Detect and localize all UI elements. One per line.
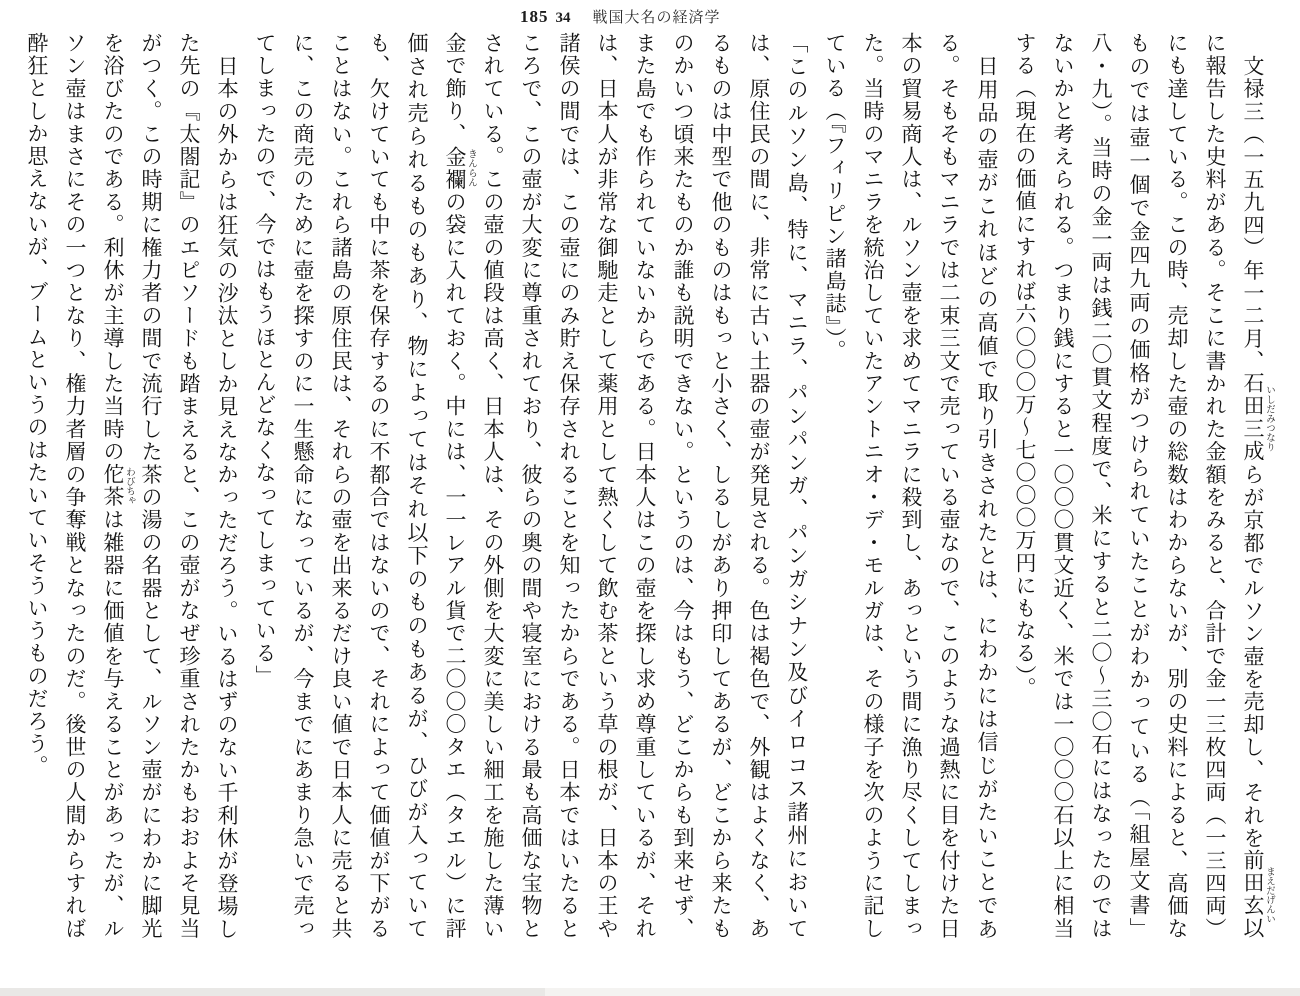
body-text <box>18 32 1274 940</box>
section-number: 34 <box>555 10 571 26</box>
ruby-annotated-word: 金襴 きんらん <box>443 145 476 191</box>
paragraph: 「このルソン島、特に、マニラ、パンパンガ、パンガシナン及びイロコス諸州においては、原住民の間に、非常に古い土器の壺が発見される。色は褐色で、外観はよくなく、あるものは中型で他のものはもっと小さく、しるしがあり押印してあるが、どこから来たものかいつ頃来たものか誰も説明できない。というのは、今はもう、どこからも到来せず、また島でも作られていないからである。日本人はこの壺を探し求め尊重しているが、それは、日本人が非常な御馳走として薬用として熱くして飲む茶という草の根が、日本の王や諸侯の間では、この壺にのみ貯え保存されることを知ったからである。日本ではいたるところで、この壺が大変に尊重されており、彼らの奥の間や寝室における最も高価な宝物とされている。この壺の値段は高く、日本人は、その外側を大変に美しい細工を施した薄い金で飾り、金襴 きんらんの袋に入れておく。中には、一一レアル貨で二〇〇〇タエ（タエル）に評価され売られるものもあり、物によってはそれ以下のものもあるが、ひびが入っていても、欠けていても中に茶を保存するのに不都合ではないので、それによって価値が下がることはない。これら諸島の原住民は、それらの壺を出来るだけ良い値で日本人に売ると共に、この商売のために壺を探すのに一生懸命になっているが、今までにあまり急いで売ってしまったので、今ではもうほとんどなくなってしまっている」 <box>253 32 809 940</box>
book-title: 戦国大名の経済学 <box>592 10 721 26</box>
scrollbar-corner <box>1190 988 1300 996</box>
ruby-annotated-word: 前田玄以 まえだげんい <box>1241 849 1274 940</box>
paragraph: 日用品の壺がこれほどの高値で取り引きされたとは、にわかには信じがたいことである。そもそもマニラでは二束三文で売っている壺なので、このような過熱に目を付けた日本の貿易商人は、ルソン壺を求めてマニラに殺到し、あっという間に漁り尽くしてしまった。当時のマニラを統治していたアントニオ・デ・モルガは、その様子を次のように記している（『フィリピン諸島誌』）。 <box>823 32 999 940</box>
ruby-annotated-word: 佗茶 わびちゃ <box>101 463 134 509</box>
running-head <box>520 6 721 28</box>
paragraph: 文禄三（一五九四）年一二月、石田三成 いしだみつなりらが京都でルソン壺を売却し、それを前田玄以 まえだげんいに報告した史料がある。そこに書かれた金額をみると、合計で金一三枚四両（一三四両）にも達している。この時、売却した壺の総数はわからないが、別の史料によると、高価なものでは壺一個で金四九両の価格がつけられていたことがわかっている（「組屋文書」八・九）。当時の金一両は銭二〇貫文程度で、米にすると二〇～三〇石にはなったのではないかと考えられる。つまり銭にすると一〇〇〇貫文近く、米では一〇〇〇石以上に相当する（現在の価値にすれば六〇〇〇万～七〇〇〇万円にもなる）。 <box>1013 32 1274 940</box>
horizontal-scrollbar[interactable] <box>0 988 1300 996</box>
ruby-annotated-word: 石田三成 いしだみつなり <box>1241 372 1274 464</box>
scrollbar-thumb[interactable] <box>0 988 545 996</box>
paragraph: 日本の外からは狂気の沙汰としか見えなかっただろう。いるはずのない千利休が登場した先の『太閤記』のエピソードも踏まえると、この壺がなぜ珍重されたかもおおよそ見当がつく。この時期に権力者の間で流行した茶の湯の名器として、ルソン壺がにわかに脚光を浴びたのである。利休が主導した当時の佗茶 わびちゃは雑器に価値を与えることがあったが、ルソン壺はまさにその一つとなり、権力者層の争奪戦となったのだ。後世の人間からすれば酔狂としか思えないが、ブームというのはたいていそういうものだろう。 <box>25 32 239 940</box>
page-number: 185 <box>520 7 549 26</box>
